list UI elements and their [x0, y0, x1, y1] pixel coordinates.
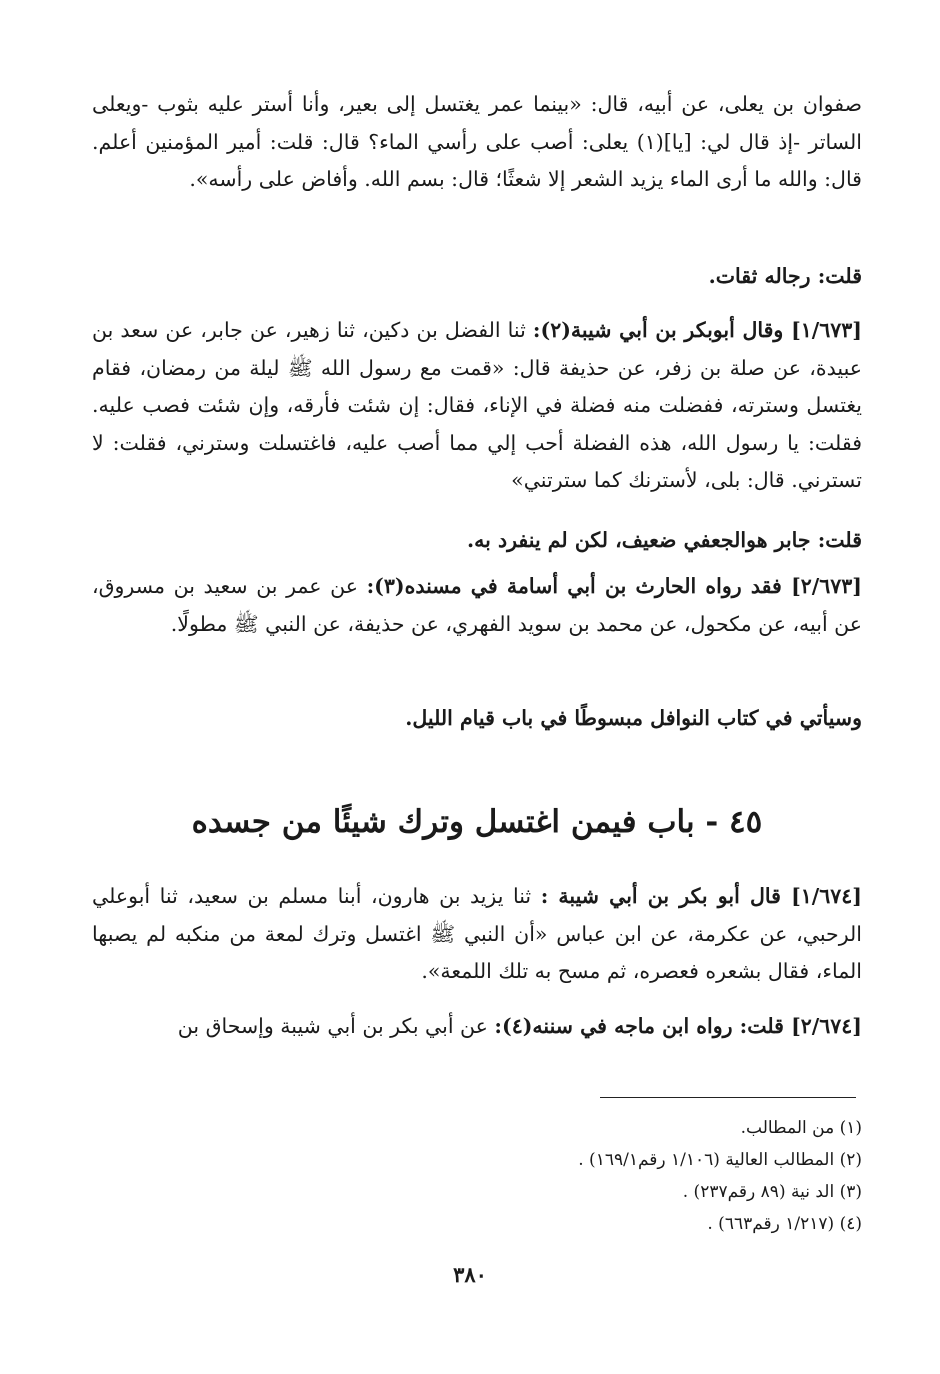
paragraph-safwan	[92, 86, 862, 199]
hadith-2-673	[92, 568, 862, 643]
footnote-1: (١) من المطالب.	[740, 1118, 862, 1138]
hadith-lead: [٢/٦٧٣] فقد رواه الحارث بن أبي أسامة في مسنده(٣):	[366, 574, 862, 598]
page-number: ٣٨٠	[453, 1262, 487, 1287]
hadith-text: عن عمر بن سعيد بن مسروق، عن أبيه، عن مكحول، عن محمد بن سويد الفهري، عن حذيفة، عن النبي ﷺ مطولًا.	[92, 574, 862, 636]
hadith-2-674	[92, 1008, 862, 1046]
hadith-lead: [١/٦٧٤] قال أبو بكر بن أبي شيبة :	[540, 884, 862, 908]
chapter-heading: ٤٥ - باب فيمن اغتسل وترك شيئًا من جسده	[191, 804, 763, 840]
footnote-2: (٢) المطالب العالية (١/١٠٦ رقم١٦٩/١) .	[578, 1150, 862, 1170]
hadith-1-674	[92, 878, 862, 991]
hadith-1-673	[92, 312, 862, 500]
footnote-4: (٤) (١/٢١٧ رقم٦٦٣) .	[707, 1214, 862, 1234]
hadith-text: ثنا يزيد بن هارون، أبنا مسلم بن سعيد، ثنا أبوعلي الرحبي، عن عكرمة، عن ابن عباس «أن النبي ﷺ اغتسل وترك لمعة من منكبه لم يصبها الماء، فقال بشعره فعصره، ثم مسح به تلك اللمعة».	[92, 884, 862, 983]
note-text: قلت: رجاله ثقات.	[708, 264, 862, 288]
hadith-lead: [١/٦٧٣] وقال أبوبكر بن أبي شيبة(٢):	[532, 318, 862, 342]
note-narrators-trustworthy	[92, 258, 922, 296]
footnote-3: (٣) الد نية (٨٩ رقم٢٣٧) .	[682, 1182, 862, 1202]
note-text: وسيأتي في كتاب النوافل مبسوطًا في باب قيام الليل.	[405, 706, 862, 730]
note-will-come	[92, 700, 912, 738]
hadith-text: ثنا الفضل بن دكين، ثنا زهير، عن جابر، عن سعد بن عبيدة، عن صلة بن زفر، عن حذيفة قال: «قمت مع رسول الله ﷺ ليلة من رمضان، فقام يغتسل وسترته، ففضلت منه فضلة في الإناء، فقال: إن شئت فأرقه، وإن شئت فصب عليه. فقلت: يا رسول الله، هذه الفضلة أحب إلي مما أصب عليه، فاغتسلت وسترني، فقلت: لا تسترني. قال: بلى، لأسترنك كما سترتني»	[92, 318, 862, 492]
hadith-text: عن أبي بكر بن أبي شيبة وإسحاق بن	[177, 1014, 495, 1038]
note-text: قلت: جابر هوالجعفي ضعيف، لكن لم ينفرد به.	[466, 528, 862, 552]
footnote-divider	[600, 1097, 856, 1098]
paragraph-text: صفوان بن يعلى، عن أبيه، قال: «بينما عمر يغتسل إلى بعير، وأنا أستر عليه بثوب -ويعلى الساتر -إذ قال لي: [يا](١) يعلى: أصب على رأسي الماء؟ قال: قلت: أمير المؤمنين أعلم. قال: والله ما أرى الماء يزيد الشعر إلا شعثًا؛ قال: بسم الله. وأفاض على رأسه».	[92, 92, 862, 191]
note-jabir-weak	[92, 522, 922, 560]
hadith-lead: [٢/٦٧٤] قلت: رواه ابن ماجه في سننه(٤):	[494, 1014, 862, 1038]
footnotes	[300, 1112, 862, 1240]
